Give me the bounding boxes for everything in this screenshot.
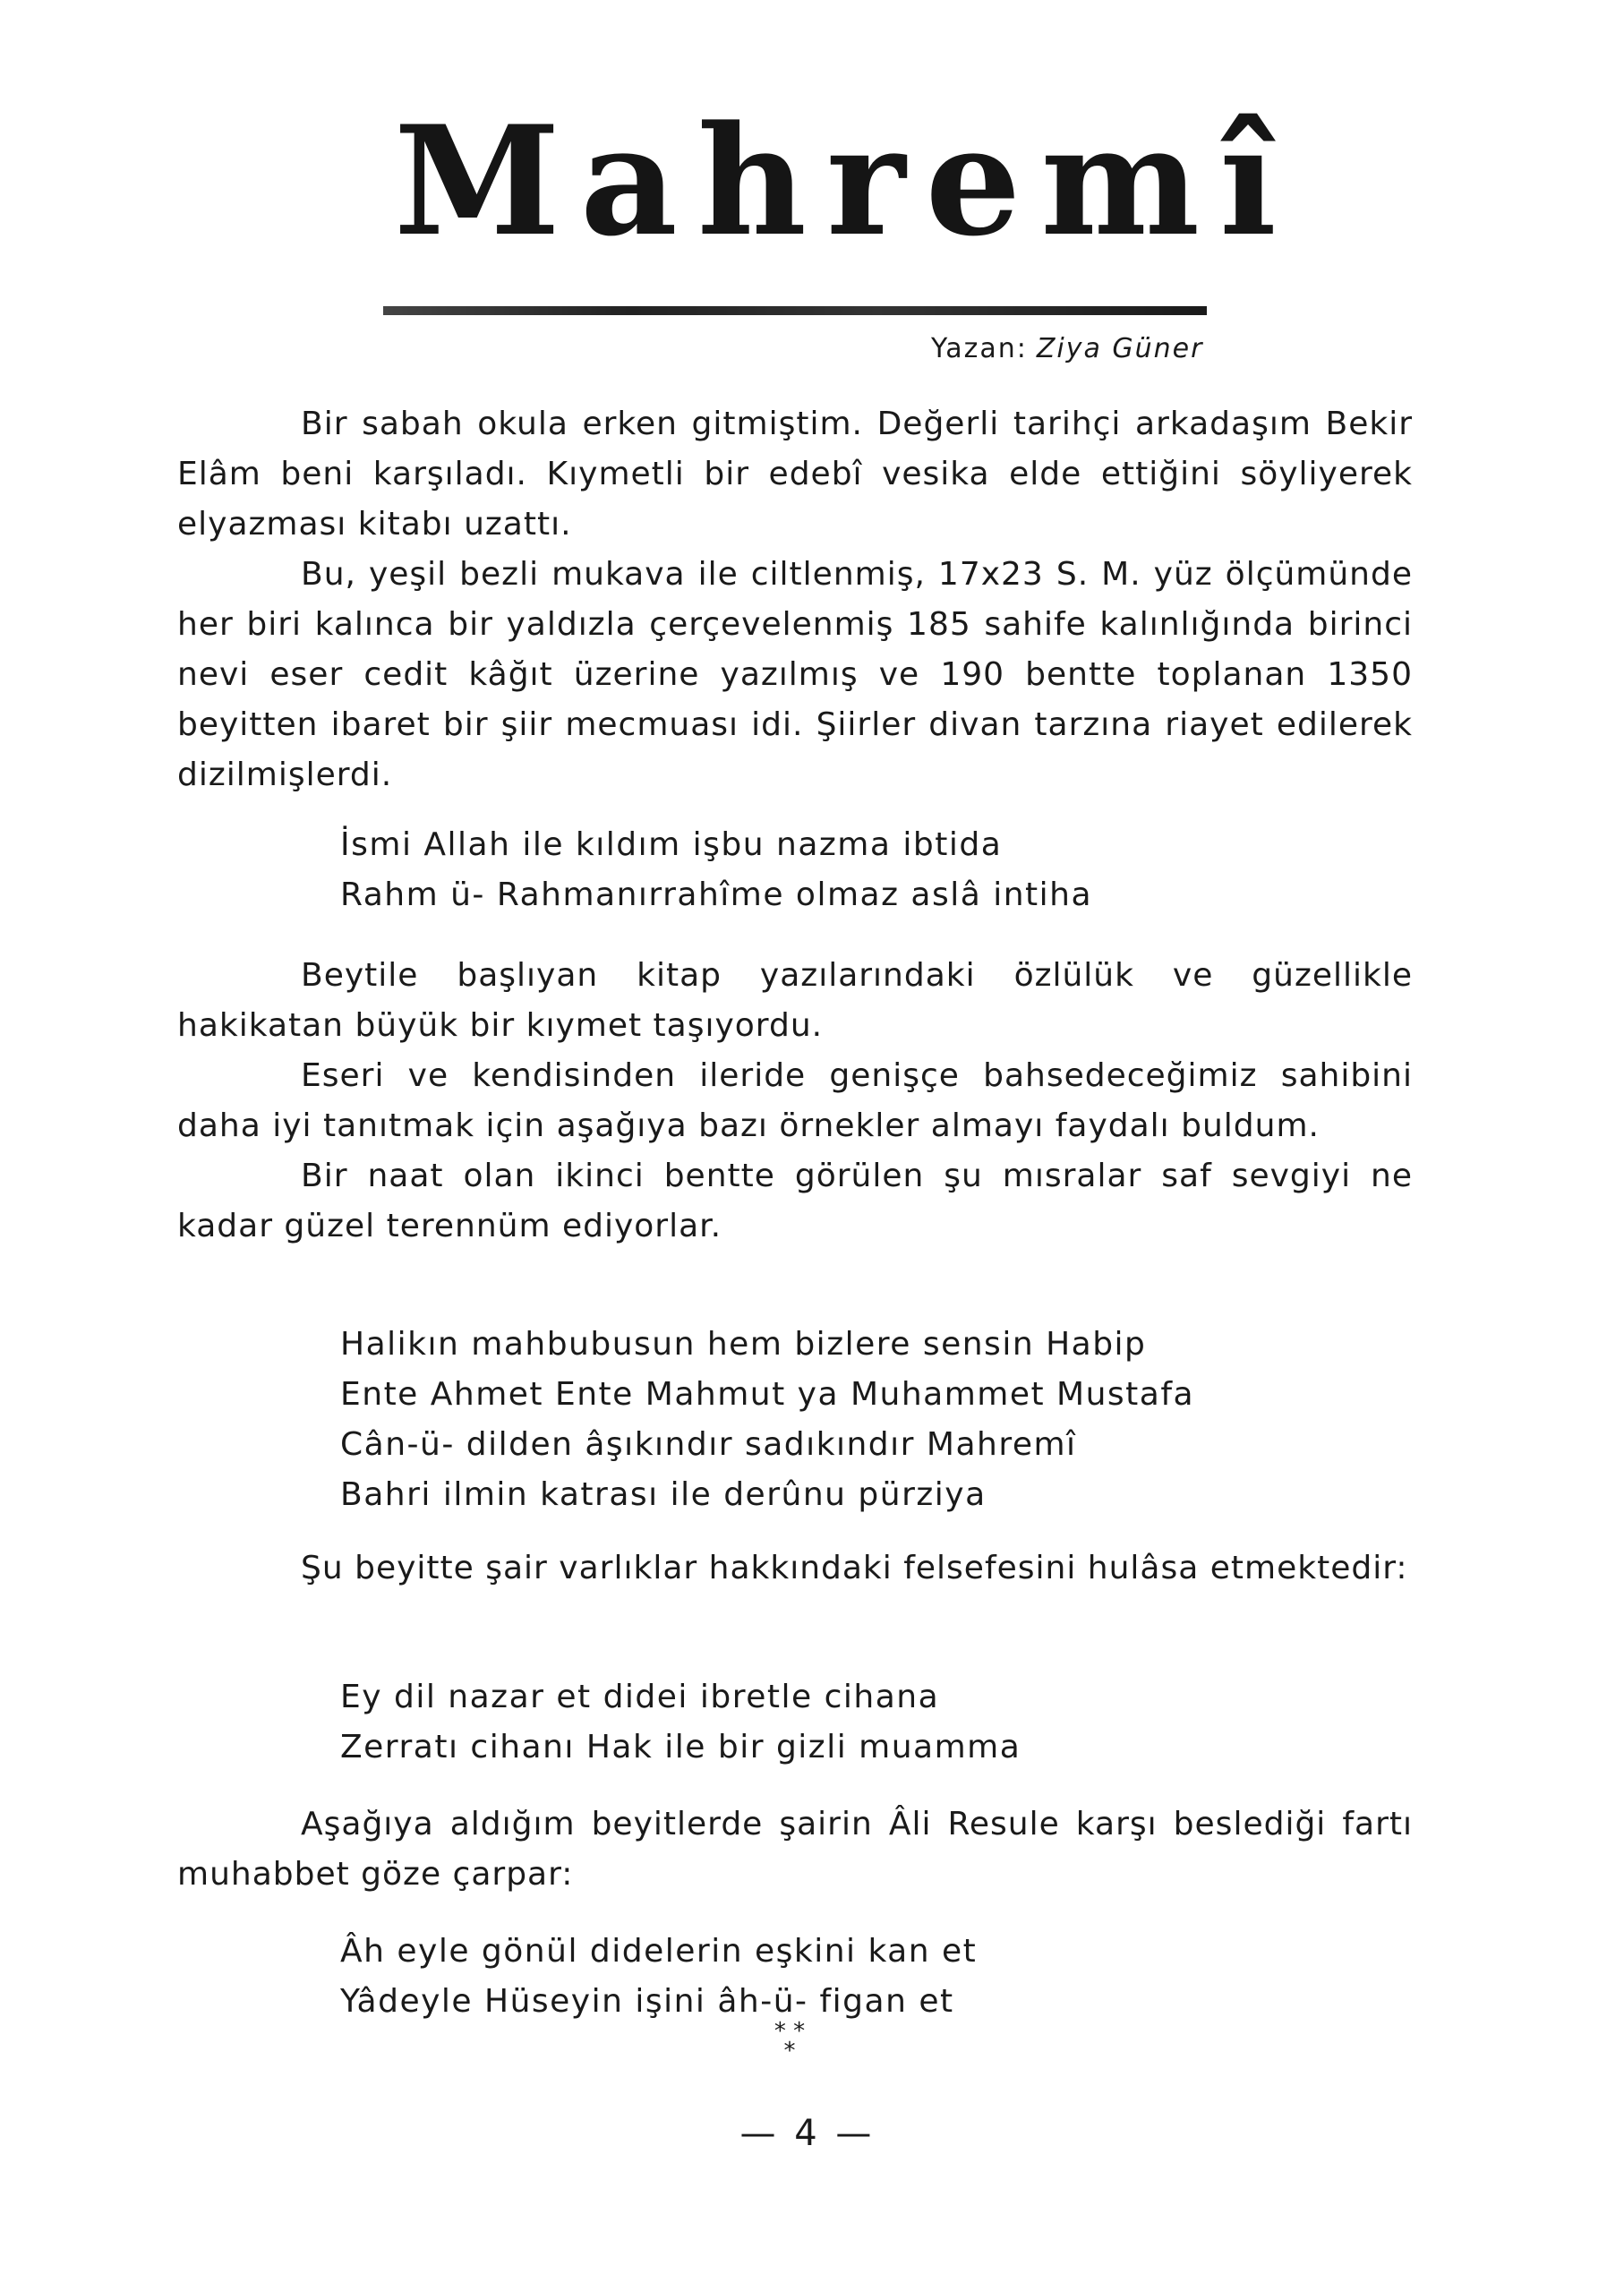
byline-label: Yazan: (931, 333, 1028, 364)
verse-line: Halikın mahbubusun hem bizlere sensin Habip (340, 1326, 1147, 1363)
page-title: Mahremî (394, 92, 1296, 269)
author-name: Ziya Güner (1036, 333, 1204, 364)
paragraph: Eseri ve kendisinden ileride genişçe bahsedeceğimiz sahibini daha iyi tanıtmak için aşağıya bazı örnekler almayı faydalı buldum. (177, 1057, 1413, 1144)
verse-block (340, 820, 1092, 920)
verse-line: Ente Ahmet Ente Mahmut ya Muhammet Mustafa (340, 1376, 1195, 1413)
paragraph: Beytile başlıyan kitap yazılarındaki özlülük ve güzellikle hakikatan büyük bir kıymet taşıyordu. (177, 957, 1413, 1044)
verse-line: Bahri ilmin katrası ile derûnu pürziya (340, 1476, 987, 1513)
paragraph: Bir naat olan ikinci bentte görülen şu mısralar saf sevgiyi ne kadar güzel terennüm ediyorlar. (177, 1158, 1413, 1244)
verse-line: Rahm ü- Rahmanırrahîme olmaz aslâ intiha (340, 876, 1093, 913)
paragraph: Bu, yeşil bezli mukava ile ciltlenmiş, 17x23 S. M. yüz ölçümünde her biri kalınca bir yaldızla çerçevelenmiş 185 sahife kalınlığında birinci nevi eser cedit kâğıt üzerine yazılmış ve 190 bentte toplanan 1350 beyitten ibaret bir şiir mecmuası idi. Şiirler divan tarzına riayet edilerek dizilmişlerdi. (177, 556, 1413, 793)
page-number: — 4 — (739, 2113, 876, 2154)
verse-line: Yâdeyle Hüseyin işini âh-ü- figan et (340, 1983, 954, 2020)
paragraph-block (177, 1800, 1413, 1900)
intro-text (177, 399, 1413, 800)
section-ornament (763, 2018, 816, 2065)
paragraph: Şu beyitte şair varlıklar hakkındaki felsefesini hulâsa etmektedir: (301, 1550, 1408, 1586)
verse-block (340, 1320, 1194, 1520)
ornament-stars-top: * * (774, 2018, 806, 2045)
paragraph: Bir sabah okula erken gitmiştim. Değerli tarihçi arkadaşım Bekir Elâm beni karşıladı. Kıymetli bir edebî vesika elde ettiğini söyliyerek elyazması kitabı uzattı. (177, 406, 1413, 543)
byline (931, 333, 1203, 364)
paragraph: Aşağıya aldığım beyitlerde şairin Âli Resule karşı beslediği fartı muhabbet göze çarpar: (177, 1806, 1413, 1893)
verse-line: Âh eyle gönül didelerin eşkini kan et (340, 1933, 978, 1970)
ornament-star-bottom: * (783, 2038, 796, 2065)
verse-block (340, 1927, 977, 2027)
paragraph-block (177, 1543, 1413, 1594)
verse-block (340, 1672, 1021, 1773)
verse-line: Zerratı cihanı Hak ile bir gizli muamma (340, 1729, 1021, 1765)
verse-line: İsmi Allah ile kıldım işbu nazma ibtida (340, 826, 1003, 863)
title-underline (383, 306, 1207, 315)
verse-line: Cân-ü- dilden âşıkındır sadıkındır Mahremî (340, 1426, 1077, 1463)
middle-text (177, 951, 1413, 1252)
verse-line: Ey dil nazar et didei ibretle cihana (340, 1679, 940, 1715)
